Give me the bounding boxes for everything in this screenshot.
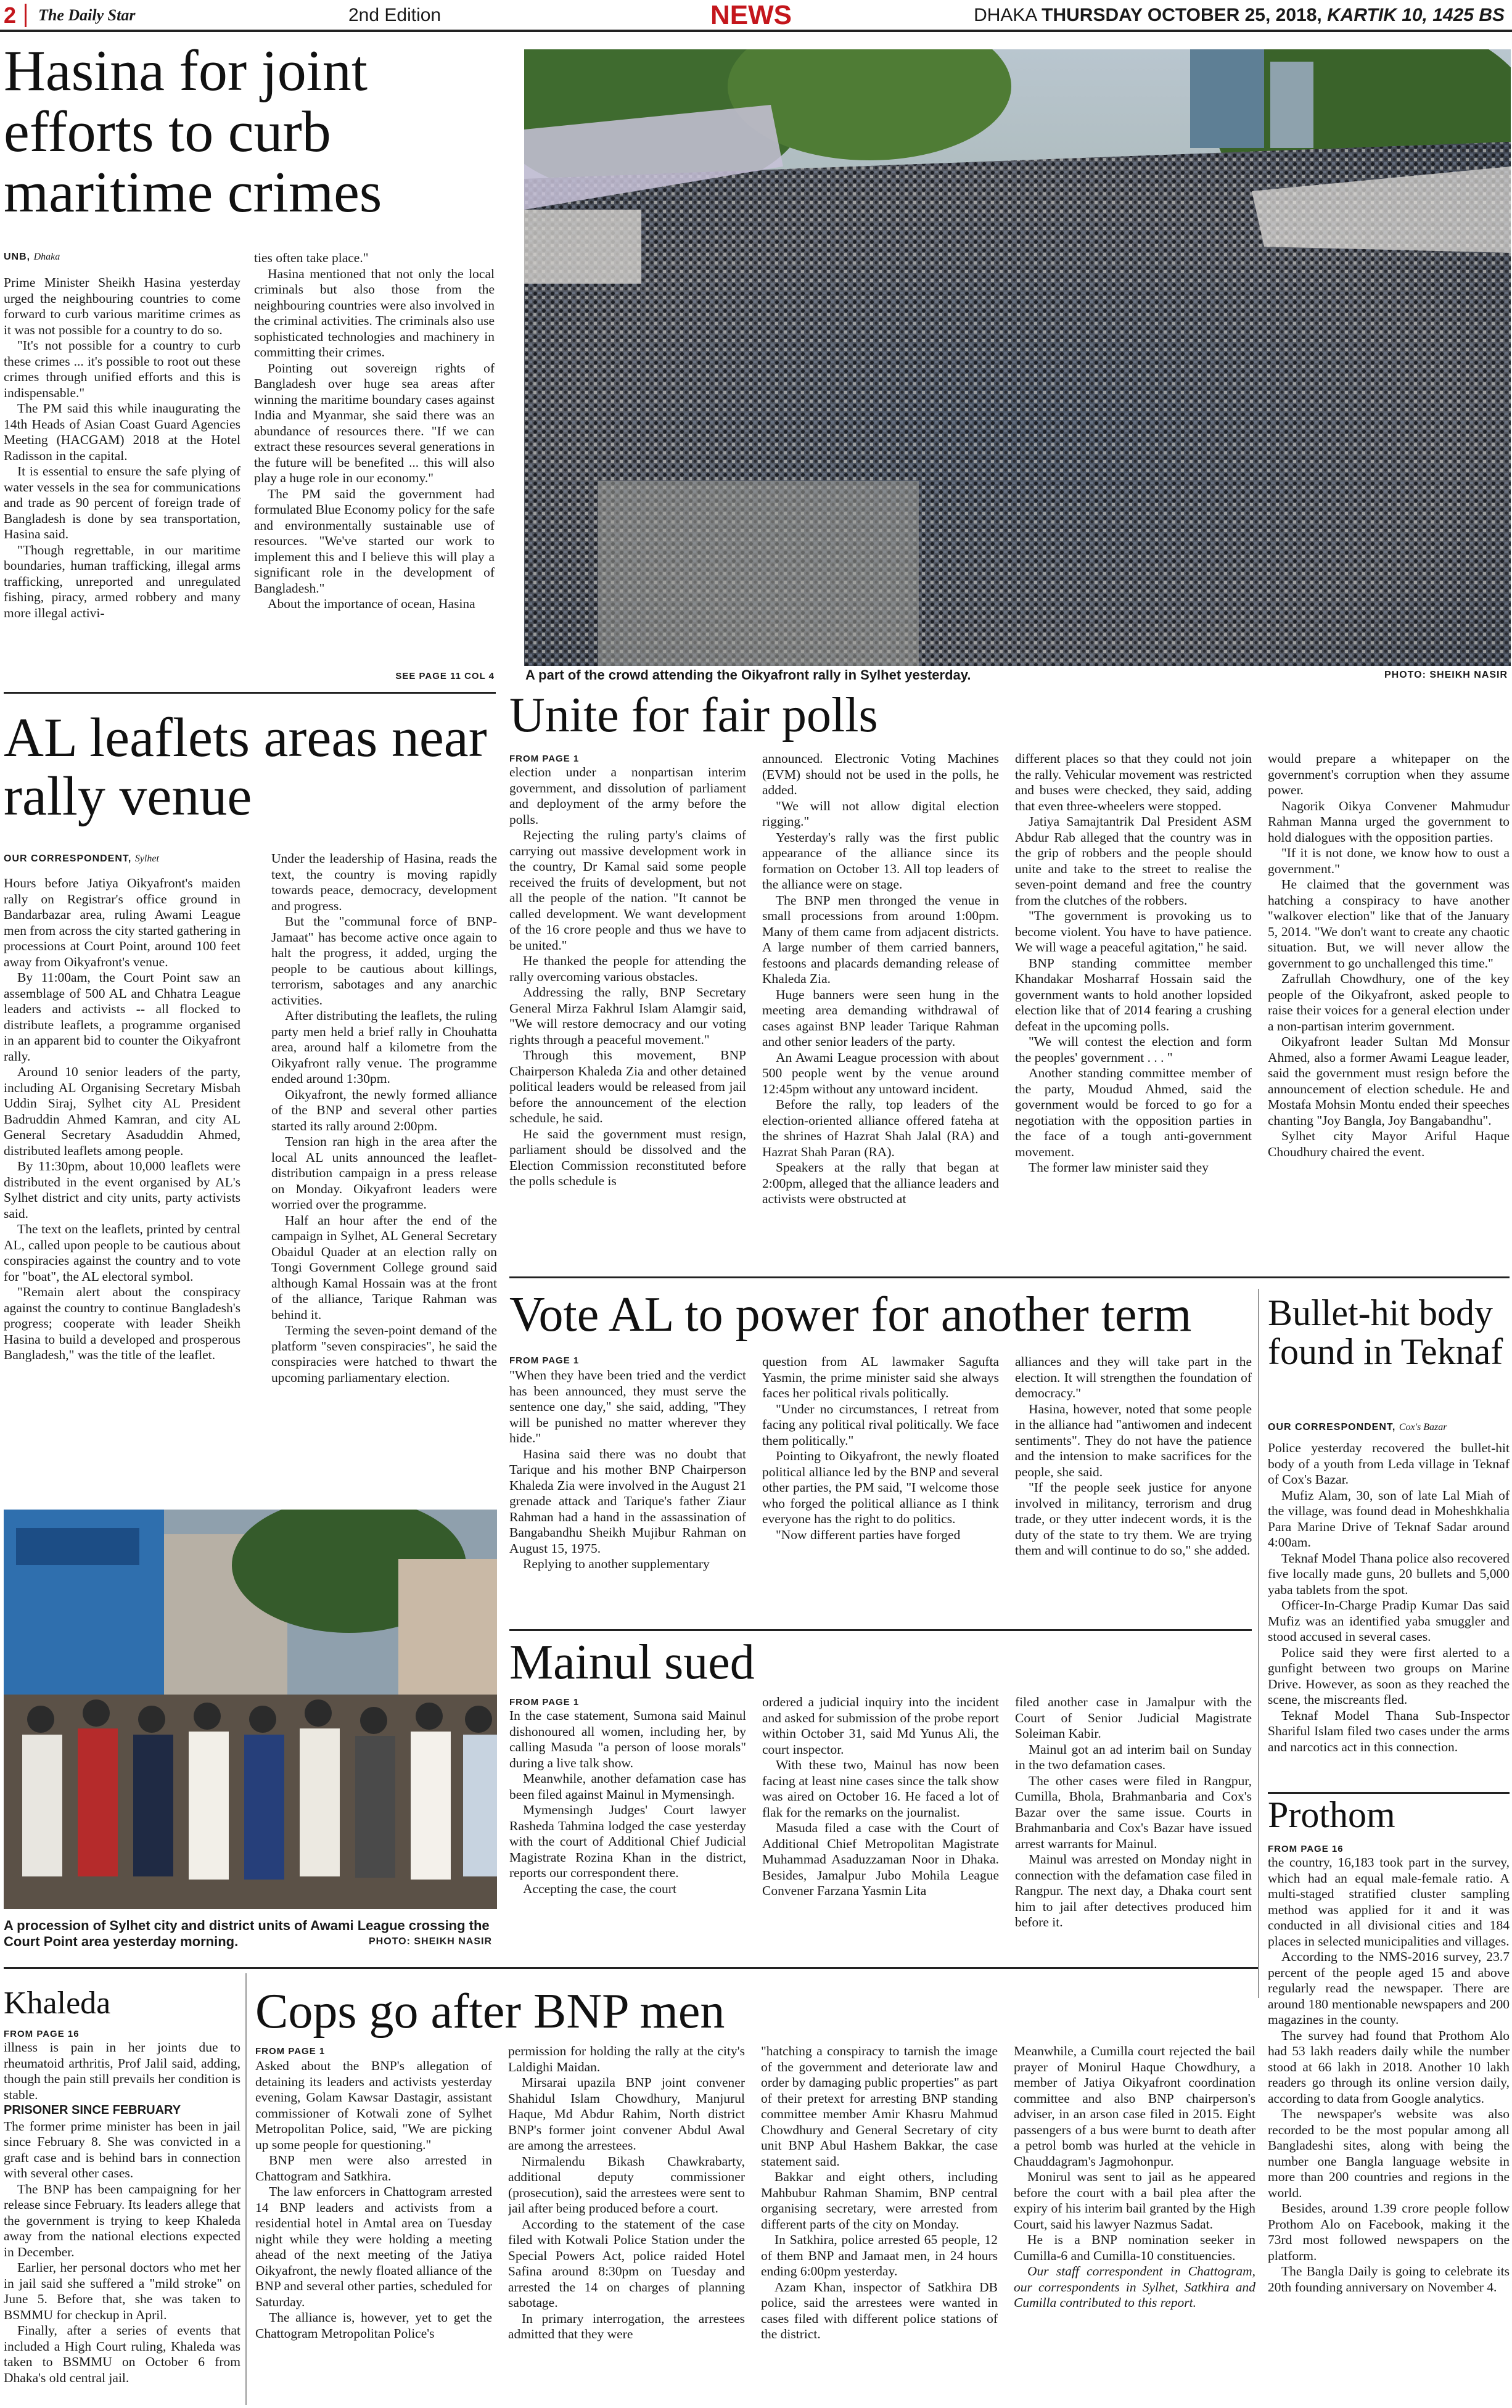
paragraph: Under the leadership of Hasina, reads the text, the country is moving rapidly towards peace, democracy, development and progress. — [271, 851, 497, 913]
paragraph: The alliance is, however, yet to get the Chattogram Metropolitan Police's — [255, 2310, 492, 2341]
story1-byline — [4, 252, 60, 263]
story8-headline: Khaleda — [4, 1986, 111, 2021]
story7-body — [1268, 1855, 1510, 2408]
paragraph: election under a nonpartisan interim government, and dissolution of parliament and deployment of the army before the polls. — [509, 765, 746, 827]
paragraph: alliances and they will take part in the election. It will strengthen the foundation of democracy." — [1015, 1354, 1252, 1400]
paragraph: Azam Khan, inspector of Satkhira DB police, said the arrestees were wanted in cases filed with different police stations of the district. — [761, 2279, 998, 2341]
see-page-note: SEE PAGE 11 COL 4 — [395, 671, 495, 681]
paragraph: Police yesterday recovered the bullet-hit body of a youth from Leda village in Teknaf of Cox's Bazar. — [1268, 1440, 1510, 1487]
paragraph: Mainul was arrested on Monday night in connection with the defamation case filed in Rangpur. The next day, a Dhaka court sent him to jail after detectives produced him before it. — [1015, 1852, 1252, 1929]
paragraph: The BNP men thronged the venue in small processions from around 1:00pm. Many of them came from adjacent districts. A large number of them carried banners, festoons and placards demanding release of Khaleda Zia. — [762, 892, 999, 986]
paragraph: Besides, around 1.39 crore people follow Prothom Alo on Facebook, making it the 73rd most followed newspapers on the platform. — [1268, 2201, 1510, 2263]
paragraph: About the importance of ocean, Hasina — [268, 596, 475, 611]
paragraph: Replying to another supplementary — [523, 1556, 710, 1571]
paragraph: would prepare a whitepaper on the government's corruption when they assume power. — [1268, 751, 1510, 797]
story9-column-3 — [761, 2044, 998, 2408]
dateline-city: DHAKA — [974, 5, 1037, 25]
paragraph: According to the statement of the case filed with Kotwali Police Station under the Special Powers Act, police raided Hotel Safina around 8:30pm on Tuesday and arrested the 14 on charges of planning sabotage. — [508, 2216, 745, 2310]
section-title: NEWS — [710, 0, 792, 30]
rule — [4, 1967, 1258, 1969]
paragraph: filed another case in Jamalpur with the Court of Senior Judicial Magistrate Soleiman Kabir. — [1015, 1695, 1252, 1741]
paragraph: "We will not allow digital election rigging." — [762, 798, 999, 829]
paragraph: "If the people seek justice for anyone involved in militancy, terrorism and drug trade, or they utter indecent words, it is the duty of the state to try them. We are trying them and will continue to do so," she added. — [1015, 1480, 1252, 1558]
story2-column-1 — [4, 876, 240, 1505]
paragraph: Half an hour after the end of the campaign in Sylhet, AL General Secretary Obaidul Quader at an election rally on Tongi Government College ground said although Kamal Hossain was at the front of the alliance, Tarique Rahman was behind it. — [271, 1212, 497, 1322]
paragraph: the country, 16,183 took part in the survey, which had an equal male-female ratio. A multi-staged stratified cluster sampling method was applied for it and it was conducted in all divisional cities and 184 places in selected municipalities and villages. — [1268, 1855, 1510, 1949]
paragraph: Huge banners were seen hung in the meeting area demanding withdrawal of cases against BNP leader Tarique Rahman and other senior leaders of the party. — [762, 987, 999, 1049]
paragraph: question from AL lawmaker Sagufta Yasmin, the prime minister said she always faces her political rivals politically. — [762, 1354, 999, 1400]
story9-column-1 — [255, 2058, 492, 2408]
story7-headline: Prothom — [1268, 1794, 1395, 1835]
paragraph: The text on the leaflets, printed by central AL, called upon people to be cautious about conspiracies against the country and to vote for "boat", the AL electoral symbol. — [4, 1222, 240, 1284]
paragraph: Pointing out sovereign rights of Bangladesh over huge sea areas after winning the maritime boundary cases against India and Myanmar, she said there was an abundance of resources there. "If we can extract these resources several generations in the future will be benefited ... this will also play a huge role in our economy." — [254, 360, 495, 485]
paragraph: Officer-In-Charge Pradip Kumar Das said Mufiz was an identified yaba smuggler and stood accused in several cases. — [1268, 1598, 1510, 1644]
paragraph: With these two, Mainul has now been facing at least nine cases since the talk show was aired on October 16. He faced a lot of flak for the remarks on the journalist. — [762, 1757, 999, 1820]
story4-jump: FROM PAGE 1 — [509, 1355, 580, 1366]
photo2-credit: PHOTO: SHEIKH NASIR — [369, 1936, 493, 1947]
story9-jump: FROM PAGE 1 — [255, 2046, 326, 2057]
paragraph: ties often take place." — [254, 250, 369, 265]
paragraph: Bakkar and eight others, including Mahbubur Rahman Shamim, BNP central organising secretary, were arrested from different parts of the city on Monday. — [761, 2169, 998, 2232]
paragraph: Zafrullah Chowdhury, one of the key people of the Oikyafront, asked people to raise their voices for a general election under a non-partisan interim government. — [1268, 971, 1510, 1033]
story2-column-2 — [271, 851, 497, 1505]
story1-headline: Hasina for joint efforts to curb maritime crimes — [4, 39, 382, 225]
paragraph: Accepting the case, the court — [523, 1881, 676, 1896]
rule — [4, 692, 496, 694]
paragraph: Mufiz Alam, 30, son of late Lal Miah of the village, was found dead in Moheshkhalia Para Marine Drive of Teknaf Sadar around 4:00am. — [1268, 1487, 1510, 1550]
story8-body-part1 — [4, 2040, 240, 2103]
story3-column-2 — [762, 751, 999, 1269]
paragraph: Jatiya Samajtantrik Dal President ASM Abdur Rab alleged that the country was in the grip of robbers and the people should unite and take to the street to realise the seven-point demand and free the country from the clutches of the robbers. — [1015, 814, 1252, 908]
story9-column-2 — [508, 2044, 745, 2408]
paragraph: BNP standing committee member Khandakar Mosharraf Hossain said the government wants to hold another lopsided election like that of 2014 fearing a crushing defeat in the upcoming polls. — [1015, 955, 1252, 1033]
story1-column-2 — [254, 250, 495, 678]
crowd-rally-photo — [524, 49, 1511, 666]
paragraph: He claimed that the government was hatching a conspiracy to have another "walkover election" like that of the January 5, 2014. "We don't want to create any chaotic situation. But, we will never allow the government to go unchallenged this time." — [1268, 877, 1510, 971]
paragraph: Nirmalendu Bikash Chawkrabarty, additional deputy commissioner (prosecution), said the arrestees were sent to jail after being produced before a court. — [508, 2153, 745, 2216]
edition-label: 2nd Edition — [348, 5, 442, 25]
paragraph: "Under no circumstances, I retreat from facing any political rival politically. We face them politically." — [762, 1401, 999, 1448]
rule — [1258, 1289, 1259, 1998]
paragraph: "The government is provoking us to become violent. You have to have patience. We will wage a peaceful agitation," he said. — [1015, 908, 1252, 955]
paragraph: By 11:00am, the Court Point saw an assemblage of 500 AL and Chhatra League leaders and activists -- all flocked to distribute leaflets, a programme organised in an apparent bid to counter the Oikyafront rally. — [4, 970, 240, 1064]
paragraph: Hasina said there was no doubt that Tarique and his mother BNP Chairperson Khaleda Zia were involved in the August 21 grenade attack and Tarique's father Ziaur Rahman had a hand in the assassination of Bangabandhu Sheikh Mujibur Rahman on August 15, 1975. — [509, 1446, 746, 1556]
paragraph: Oikyafront leader Sultan Md Monsur Ahmed, also a former Awami League leader, said the government must resign before the announcement of election schedule. He and Mostafa Mohsin Montu ended their speeches chanting "Joy Bangla, Joy Bangabandhu". — [1268, 1034, 1510, 1128]
paragraph: Finally, after a series of events that included a High Court ruling, Khaleda was taken to BSMMU on October 6 from Dhaka's old central jail. — [4, 2323, 240, 2385]
paragraph: "hatching a conspiracy to tarnish the image of the government and deteriorate law and order by damaging public properties" as part of their pretext for arresting BNP standing committee member Amir Khasru Mahmud Chowdhury and General Secretary of city unit BNP Abul Hashem Bakkar, the case statement said. — [761, 2044, 998, 2169]
paragraph: announced. Electronic Voting Machines (EVM) should not be used in the polls, he added. — [762, 751, 999, 797]
paragraph: Hours before Jatiya Oikyafront's maiden rally on Registrar's office ground in Bandarbazar area, ruling Awami League men from across the city started gathering in processions at Court Point, around 100 feet away from Oikyafront's venue. — [4, 876, 240, 969]
story4-column-2 — [762, 1354, 999, 1625]
paragraph: After distributing the leaflets, the ruling party men held a brief rally in Chouhatta area, around half a kilometre from the Oikyafront rally venue. The programme ended around 1:30pm. — [271, 1008, 497, 1086]
paragraph: But the "communal force of BNP-Jamaat" has become active once again to halt the progress, it added, urging the people to be cautious about killings, terrorism, sabotages and any anarchic activities. — [271, 914, 497, 1008]
paragraph: The former law minister said they — [1029, 1160, 1209, 1175]
paragraph: By 11:30pm, about 10,000 leaflets were distributed in the event organised by AL's Sylhet district and city units, party activists said. — [4, 1159, 240, 1221]
paragraph: Meanwhile, a Cumilla court rejected the bail prayer of Monirul Haque Chowdhury, a member of Jatiya Oikyafront coordination committee and also BNP chairperson's adviser, in an arson case filed in 2015. Eight passengers of a bus were burnt to death after a petrol bomb was hurled at the vehicle in Chauddagram's Jagmohonpur. — [1014, 2044, 1255, 2169]
paragraph: Prime Minister Sheikh Hasina yesterday urged the neighbouring countries to come forward to curb various maritime crimes as it was not possible for a country to do so. — [4, 275, 240, 337]
paragraph: The PM said the government had formulated Blue Economy policy for the safe and environmentally sustainable use of resources. "We've started our work to implement this and I believe this will play a significant role in the development of Bangladesh." — [254, 486, 495, 596]
byline-text: UNB, — [4, 252, 31, 262]
story8-body — [4, 2040, 240, 2404]
story9-column-4-text — [1014, 2044, 1255, 2264]
photo1-credit: PHOTO: SHEIKH NASIR — [1384, 670, 1508, 680]
dateline-bangla-date: KARTIK 10, 1425 BS — [1327, 5, 1505, 25]
story4-column-3 — [1015, 1354, 1252, 1625]
byline-text: OUR CORRESPONDENT, — [1268, 1422, 1396, 1432]
paragraph: Asked about the BNP's allegation of detaining its leaders and activists yesterday evening, Golam Kawsar Dastagir, assistant commissioner of Kotwali zone of Sylhet Metropolitan Police, said, "We are picking up some people for questioning." — [255, 2058, 492, 2152]
paragraph: Sylhet city Mayor Ariful Haque Choudhury chaired the event. — [1268, 1128, 1510, 1159]
page-number: 2 — [4, 2, 17, 28]
paragraph: different places so that they could not join the rally. Vehicular movement was restricted and buses were checked, they said, adding that even three-wheelers were stopped. — [1015, 751, 1252, 813]
paragraph: Mainul got an ad interim bail on Sunday in the two defamation cases. — [1015, 1741, 1252, 1772]
dateline — [974, 5, 1505, 26]
paragraph: The PM said this while inaugurating the 14th Heads of Asian Coast Guard Agencies Meeting (HACGAM) 2018 at the Hotel Radisson in the capital. — [4, 401, 240, 463]
story9-column-4 — [1014, 2044, 1255, 2408]
byline-place: Cox's Bazar — [1399, 1422, 1447, 1432]
story5-byline — [1268, 1422, 1447, 1433]
paragraph: An Awami League procession with about 500 people went by the venue around 12:45pm without any untoward incident. — [762, 1050, 999, 1096]
story3-headline: Unite for fair polls — [509, 688, 878, 742]
story9-headline: Cops go after BNP men — [255, 1984, 725, 2039]
rule — [509, 1276, 1510, 1278]
paragraph: Terming the seven-point demand of the platform "seven conspiracies", he said the conspiracies were hatched to thwart the upcoming parliamentary election. — [271, 1323, 497, 1385]
story6-jump: FROM PAGE 1 — [509, 1697, 580, 1707]
rule — [509, 1629, 1252, 1631]
paragraph: It is essential to ensure the safe plying of water vessels in the sea for communications and trade as 90 percent of foreign trade of Bangladesh is done by sea transportation, Hasina said. — [4, 464, 240, 541]
paragraph: illness is pain in her joints due to rheumatoid arthritis, Prof Jalil said, adding, though the pain still prevails her condition is stable. — [4, 2040, 240, 2102]
story8-subhead: PRISONER SINCE FEBRUARY — [4, 2103, 181, 2117]
story1-column-1 — [4, 275, 240, 688]
paragraph: The law enforcers in Chattogram arrested 14 BNP leaders and activists from a residential hotel in Amtal area on Tuesday night while they were holding a meeting ahead of the next meeting of the Jatiya Oikyafront, the newly floated alliance of the BNP and several other parties, scheduled for Saturday. — [255, 2184, 492, 2309]
paragraph: Teknaf Model Thana Sub-Inspector Shariful Islam filed two cases under the arms and narcotics act in this connection. — [1268, 1707, 1510, 1754]
paragraph: He said the government must resign, parliament should be dissolved and the Election Commission reconstituted before the polls schedule is — [509, 1126, 746, 1188]
paragraph: Mirsarai upazila BNP joint convener Shahidul Islam Chowdhury, Manjurul Haque, Md Abdur Rahim, North district BNP's former joint convener Abdul Awal are among the arrestees. — [508, 2075, 745, 2153]
procession-photo — [4, 1510, 497, 1909]
story6-column-3 — [1015, 1695, 1252, 1966]
story3-jump: FROM PAGE 1 — [509, 754, 580, 764]
story2-byline — [4, 853, 159, 865]
story3-column-1 — [509, 765, 746, 1270]
paragraph: "It's not possible for a country to curb these crimes ... it's possible to root out these crimes through unified efforts and this is indispensable." — [4, 338, 240, 400]
paragraph: "Now different parties have forged — [776, 1527, 961, 1542]
story7-jump: FROM PAGE 16 — [1268, 1844, 1344, 1854]
photo1-caption: A part of the crowd attending the Oikyafront rally in Sylhet yesterday. — [525, 667, 971, 683]
byline-text: OUR CORRESPONDENT, — [4, 853, 132, 864]
story3-column-4 — [1268, 751, 1510, 1269]
paragraph: The other cases were filed in Rangpur, Cumilla, Bhola, Brahmanbaria and Cox's Bazar over the same issue. Courts in Brahmanbaria and Cox's Bazar have issued arrest warrants for Mainul. — [1015, 1773, 1252, 1851]
paragraph: Hasina mentioned that not only the local criminals but also those from the neighbouring countries were also involved in the criminal activities. The criminals also use sophisticated technologies and machinery in committing their crimes. — [254, 266, 495, 360]
story5-body — [1268, 1440, 1510, 1798]
paragraph: ordered a judicial inquiry into the incident and asked for submission of the probe report within October 31, said Md Yunus Ali, the court inspector. — [762, 1695, 999, 1757]
paragraph: Rejecting the ruling party's claims of carrying out massive development work in the country, Dr Kamal said some people received the fruits of development, but not all the people of the nation. "It cannot be called development. We want development of the 16 crore people and thus we have to be united." — [509, 828, 746, 953]
paragraph: Before the rally, top leaders of the election-oriented alliance offered fateha at the shrines of Hazrat Shah Jalal (RA) and Hazrat Shah Paran (RA). — [762, 1097, 999, 1159]
story1-continuation — [254, 667, 495, 683]
paragraph: Teknaf Model Thana police also recovered five locally made guns, 20 bullets and 5,000 yaba tablets from the spot. — [1268, 1550, 1510, 1597]
story8-body-part2 — [4, 2119, 240, 2386]
rule — [245, 1973, 247, 2405]
paragraph: In the case statement, Sumona said Mainul dishonoured all women, including her, by calling Masuda "a person of loose morals" during a live talk show. — [509, 1708, 746, 1770]
masthead-divider — [25, 4, 27, 27]
paragraph: Tension ran high in the area after the local AL units announced the leaflet-distribution campaign in a press release on Monday. Oikyafront leaders were worried over the programme. — [271, 1134, 497, 1212]
paragraph: Masuda filed a case with the Court of Additional Chief Metropolitan Magistrate Muhammad Asaduzzaman Noor in Dhaka. Besides, Jamalpur Jubo Mohila League Convener Farzana Yasmin Lita — [762, 1820, 999, 1898]
paragraph: Hasina, however, noted that some people in the alliance had "antiwomen and indecent sentiments". They do not have the patience and the intension to make sacrifices for the people, she said. — [1015, 1401, 1252, 1479]
paragraph: Speakers at the rally that began at 2:00pm, alleged that the alliance leaders and activists were obstructed at — [762, 1160, 999, 1206]
dateline-date: THURSDAY OCTOBER 25, 2018, — [1042, 5, 1322, 25]
paragraph: Monirul was sent to jail as he appeared before the court with a bail plea after the expiry of his interim bail granted by the High Court, said his lawyer Nazmus Sadat. — [1014, 2169, 1255, 2232]
story9-contributor-note: Our staff correspondent in Chattogram, our correspondents in Sylhet, Satkhira and Cumilla contributed to this report. — [1014, 2264, 1255, 2310]
paragraph: The Bangla Daily is going to celebrate its 20th founding anniversary on November 4. — [1268, 2264, 1510, 2295]
paragraph: Through this movement, BNP Chairperson Khaleda Zia and other detained political leaders would be released from jail before the announcement of the election schedule, he said. — [509, 1048, 746, 1125]
paragraph: In Satkhira, police arrested 65 people, 12 of them BNP and Jamaat men, in 24 hours ending 6:00pm yesterday. — [761, 2232, 998, 2279]
paragraph: permission for holding the rally at the city's Laldighi Maidan. — [508, 2044, 745, 2074]
story4-column-1 — [509, 1368, 746, 1627]
paragraph: "If it is not done, we know how to oust a government." — [1268, 845, 1510, 876]
paragraph: Around 10 senior leaders of the party, including AL Organising Secretary Misbah Uddin Siraj, Sylhet city AL President Badruddin Ahmed Kamran, and city AL General Secretary Asaduddin Ahmed, distributed leaflets among people. — [4, 1064, 240, 1158]
paragraph: He thanked the people for attending the rally overcoming various obstacles. — [509, 953, 746, 984]
paragraph: Yesterday's rally was the first public appearance of the alliance since its formation on October 13. All top leaders of the alliance were on stage. — [762, 829, 999, 892]
rule — [1268, 1792, 1510, 1794]
paragraph: "Though regrettable, in our maritime boundaries, human trafficking, illegal arms trafficking, unreported and unregulated fishing, piracy, armed robbery and many more illegal activi- — [4, 542, 240, 620]
newspaper-logo: The Daily Star — [38, 6, 136, 24]
paragraph: Addressing the rally, BNP Secretary General Mirza Fakhrul Islam Alamgir said, "We will restore democracy and our voting rights through a peaceful movement." — [509, 985, 746, 1047]
paragraph: The survey had found that Prothom Alo had 53 lakh readers daily while the number stood at 66 lakh in 2018. Another 10 lakh readers go through its online version daily, according to data from Google analytics. — [1268, 2028, 1510, 2106]
paragraph: Police said they were first alerted to a gunfight between two groups on Marine Drive. However, as soon as they reached the scene, the miscreants fled. — [1268, 1645, 1510, 1707]
story5-headline: Bullet-hit body found in Teknaf — [1268, 1292, 1503, 1372]
paragraph: In primary interrogation, the arrestees admitted that they were — [508, 2311, 745, 2341]
paragraph: BNP men were also arrested in Chattogram and Satkhira. — [255, 2153, 492, 2184]
paragraph: The newspaper's website was also recorded to be the most popular among all Bangladeshi sites, along with being the number one Bangla language website in more than 200 countries and regions in the world. — [1268, 2106, 1510, 2200]
paragraph: The BNP has been campaigning for her release since February. Its leaders allege that the government is trying to keep Khaleda away from the national elections expected in December. — [4, 2181, 240, 2259]
story2-headline: AL leaflets areas near rally venue — [4, 707, 487, 827]
paragraph: Nagorik Oikya Convener Mahmudur Rahman Manna urged the government to hold dialogues with the opposition parties. — [1268, 798, 1510, 845]
paragraph: Meanwhile, another defamation case has been filed against Mainul in Mymensingh. — [509, 1771, 746, 1802]
paragraph: "When they have been tried and the verdict has been announced, they must serve the sentence one day," she said, adding, "They will be punished no matter wherever they hide." — [509, 1368, 746, 1445]
story6-headline: Mainul sued — [509, 1635, 755, 1690]
byline-place: Dhaka — [33, 252, 60, 262]
paragraph: Pointing to Oikyafront, the newly floated political alliance led by the BNP and several other parties, the PM said, "I welcome those who forged the political alliance as I think everyone has the right to do politics. — [762, 1448, 999, 1526]
paragraph: According to the NMS-2016 survey, 23.7 percent of the people aged 15 and above regularly read the newspaper. There are around 180 mentionable newspapers and 200 magazines in the county. — [1268, 1949, 1510, 2027]
paragraph: The former prime minister has been in jail since February 8. She was convicted in a graft case and is behind bars in connection with several other cases. — [4, 2118, 240, 2180]
story4-headline: Vote AL to power for another term — [509, 1288, 1192, 1342]
paragraph: "Remain alert about the conspiracy against the country to continue Bangladesh's progress; cooperate with leader Sheikh Hasina to build a developed and prosperous Bangladesh," was the title of the leaflet. — [4, 1284, 240, 1362]
story3-column-3 — [1015, 751, 1252, 1269]
photo2-caption: A procession of Sylhet city and district units of Awami League crossing the Court Point area yesterday morning. — [4, 1918, 490, 1949]
paragraph: Earlier, her personal doctors who met her in jail said she suffered a "mild stroke" on June 5. Before that, she was taken to BSMMU for checkup in April. — [4, 2260, 240, 2322]
paragraph: Oikyafront, the newly formed alliance of the BNP and several other parties started its rally around 2:00pm. — [271, 1087, 497, 1133]
paragraph: Mymensingh Judges' Court lawyer Rasheda Tahmina lodged the case yesterday with the court of Additional Chief Judicial Magistrate Rozina Khan in the district, reports our correspondent there. — [509, 1802, 746, 1880]
story6-column-1 — [509, 1708, 746, 1961]
paragraph: "We will contest the election and form the peoples' government . . . " — [1015, 1034, 1252, 1065]
paragraph: He is a BNP nomination seeker in Cumilla-6 and Cumilla-10 constituencies. — [1014, 2232, 1255, 2263]
byline-place: Sylhet — [134, 853, 159, 864]
story6-column-2 — [762, 1695, 999, 1966]
story8-jump: FROM PAGE 16 — [4, 2029, 80, 2039]
paragraph: Another standing committee member of the party, Moudud Ahmed, said the government would be forced to go for a negotiation with the opposition parties in the face of a tough anti-government movement. — [1015, 1066, 1252, 1159]
